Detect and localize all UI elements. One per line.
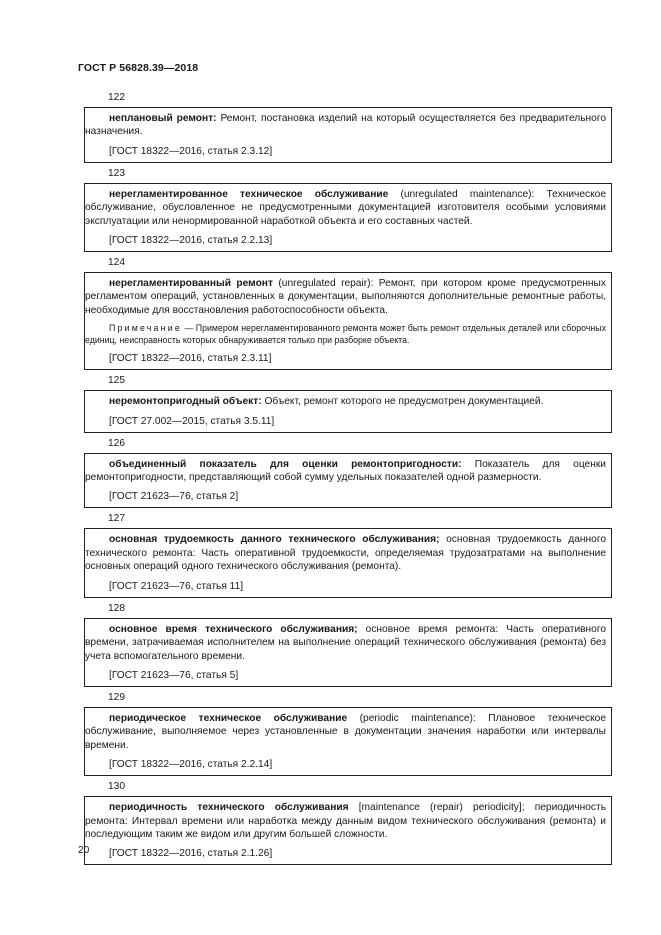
source-reference: [ГОСТ 21623—76, статья 2] bbox=[109, 491, 239, 503]
definition bbox=[85, 112, 606, 139]
note bbox=[85, 322, 606, 346]
entry-box bbox=[84, 707, 612, 776]
term: неремонтопригодный объект: bbox=[109, 396, 262, 408]
entry-box bbox=[84, 618, 612, 687]
definition bbox=[85, 533, 606, 573]
entry-box bbox=[84, 183, 612, 252]
term: периодичность технического обслуживания bbox=[109, 802, 349, 814]
source-reference: [ГОСТ 21623—76, статья 11] bbox=[109, 580, 244, 592]
definition-text: (periodic maintenance): Плановое техническое обслуживание, выполняемое через установленные в документации значения наработки или интервалы времени. bbox=[85, 712, 606, 751]
term-entry bbox=[84, 167, 612, 252]
entry-number: 122 bbox=[108, 92, 125, 103]
entry-number: 124 bbox=[108, 257, 125, 269]
entry-box bbox=[84, 528, 612, 597]
definition bbox=[85, 188, 606, 228]
entry-number: 125 bbox=[108, 375, 125, 387]
entry-number: 127 bbox=[108, 513, 125, 525]
source-reference: [ГОСТ 18322—2016, статья 2.2.14] bbox=[109, 759, 273, 771]
definition bbox=[85, 801, 606, 841]
term-entry bbox=[84, 91, 612, 163]
document-header: ГОСТ Р 56828.39—2018 bbox=[78, 62, 199, 74]
entry-number: 130 bbox=[108, 781, 125, 793]
definition-text: (unregulated maintenance): Техническое обслуживание, обусловленное не предусмотренными документацией изготовителя особыми условиями эксплуатации или ненормированной наработкой объекта и его составных частей. bbox=[85, 188, 606, 227]
term: нерегламентированный ремонт bbox=[109, 278, 273, 290]
term-entry bbox=[84, 780, 612, 865]
entry-box bbox=[84, 272, 612, 370]
terms-list bbox=[84, 91, 612, 869]
definition-text: Ремонт, постановка изделий на который осуществляется без предварительного назначения. bbox=[85, 113, 606, 138]
definition bbox=[85, 623, 606, 663]
definition-text: Объект, ремонт которого не предусмотрен документацией. bbox=[261, 396, 544, 408]
term-entry bbox=[84, 512, 612, 597]
definition bbox=[85, 395, 606, 408]
entry-box bbox=[84, 453, 612, 509]
term-entry bbox=[84, 602, 612, 687]
term: периодическое техническое обслуживание bbox=[109, 712, 348, 724]
definition-text: основная трудоемкость данного технического ремонта: Часть оперативной трудоемкости, определяемая трудозатратами на выполнение основных операций одного технического обслуживания (ремонта). bbox=[85, 534, 606, 573]
term: объединенный показатель для оценки ремонтопригодности: bbox=[109, 458, 462, 470]
term-entry bbox=[84, 256, 612, 370]
definition-text: Показатель для оценки ремонтопригодности, представляющий собой сумму удельных показателей одной размерности. bbox=[85, 458, 606, 484]
entry-number: 128 bbox=[108, 602, 125, 614]
source-reference: [ГОСТ 27.002—2015, статья 3.5.11] bbox=[109, 415, 275, 427]
definition-text: (unregulated repair): Ремонт, при котором кроме предусмотренных регламентом операций, установленных в документации, выполняются дополнительные ремонтные работы, необходимые для восстановления работоспособности объекта. bbox=[85, 278, 606, 316]
source-reference: [ГОСТ 18322—2016, статья 2.3.12] bbox=[109, 145, 273, 157]
definition bbox=[85, 458, 606, 485]
entry-box bbox=[84, 390, 612, 432]
entry-box bbox=[84, 107, 612, 163]
entry-number: 123 bbox=[108, 167, 125, 179]
term: неплановый ремонт: bbox=[109, 113, 217, 124]
note-text: — Примером нерегламентированного ремонта может быть ремонт отдельных деталей или сборочных единиц, неисправность которых обнаруживается только при разборке объекта. bbox=[85, 323, 606, 346]
entry-box bbox=[84, 796, 612, 865]
note-label: Примечание bbox=[109, 323, 182, 334]
term-entry bbox=[84, 691, 612, 776]
term: основная трудоемкость данного технического обслуживания; bbox=[109, 534, 440, 546]
page-number: 20 bbox=[78, 845, 90, 856]
definition bbox=[85, 712, 606, 752]
source-reference: [ГОСТ 18322—2016, статья 2.3.11] bbox=[109, 353, 272, 365]
definition-text: основное время ремонта: Часть оперативного времени, затрачиваемая исполнителем на выполнение операций технического обслуживания (ремонта) без учета вспомогательного времени. bbox=[85, 623, 606, 662]
term-entry bbox=[84, 374, 612, 432]
term-entry bbox=[84, 437, 612, 509]
entry-number: 126 bbox=[108, 437, 125, 449]
source-reference: [ГОСТ 21623—76, статья 5] bbox=[109, 669, 239, 681]
source-reference: [ГОСТ 18322—2016, статья 2.2.13] bbox=[109, 235, 273, 247]
term: нерегламентированное техническое обслуживание bbox=[109, 188, 389, 200]
definition bbox=[85, 277, 606, 317]
term: основное время технического обслуживания; bbox=[109, 623, 358, 635]
source-reference: [ГОСТ 18322—2016, статья 2.1.26] bbox=[109, 848, 273, 860]
definition-text: [maintenance (repair) periodicity]; периодичность ремонта: Интервал времени или наработка между данным видом технического обслуживания (ремонта) и последующим таким же видом или другим большей сложности. bbox=[85, 802, 606, 840]
entry-number: 129 bbox=[108, 691, 125, 703]
